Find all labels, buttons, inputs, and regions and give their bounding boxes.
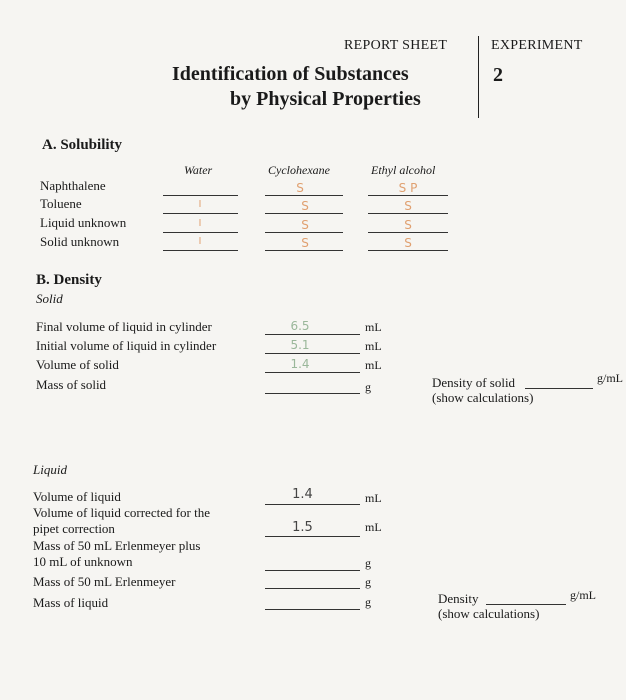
volume-liquid-unit: mL — [365, 491, 382, 505]
column-water: Water — [184, 163, 213, 177]
answer-liquid-ethyl: S — [404, 218, 412, 232]
initial-volume-label: Initial volume of liquid in cylinder — [36, 338, 217, 353]
answer-line — [163, 232, 238, 233]
mass-erlenmeyer-label: Mass of 50 mL Erlenmeyer — [33, 574, 176, 589]
liquid-subheading: Liquid — [33, 462, 67, 477]
row-label-liquid-unknown: Liquid unknown — [40, 215, 127, 230]
answer-line — [265, 250, 343, 251]
volume-corrected-label-line2: pipet correction — [33, 521, 115, 536]
volume-solid-label: Volume of solid — [36, 357, 119, 372]
mass-erlenmeyer-unit: g — [365, 575, 371, 589]
answer-line — [265, 195, 343, 196]
volume-solid-unit: mL — [365, 358, 382, 372]
answer-line — [265, 372, 360, 373]
column-ethyl-alcohol: Ethyl alcohol — [371, 163, 436, 177]
answer-solid-cyclohexane: S — [301, 236, 309, 250]
answer-line — [486, 604, 566, 605]
answer-line — [368, 232, 448, 233]
experiment-number: 2 — [493, 64, 503, 86]
answer-toluene-cyclohexane: S — [301, 199, 309, 213]
answer-line — [265, 393, 360, 394]
answer-line — [368, 250, 448, 251]
mass-erlenmeyer-plus-label-line1: Mass of 50 mL Erlenmeyer plus — [33, 538, 201, 553]
answer-line — [265, 232, 343, 233]
row-label-naphthalene: Naphthalene — [40, 178, 106, 193]
answer-line — [525, 388, 593, 389]
density-solid-label: Density of solid — [432, 375, 516, 390]
header-divider — [478, 36, 479, 118]
solid-subheading: Solid — [36, 291, 63, 306]
answer-line — [368, 195, 448, 196]
page-title-line2: by Physical Properties — [230, 88, 421, 110]
answer-toluene-ethyl: S — [404, 199, 412, 213]
answer-line — [163, 213, 238, 214]
mass-erlenmeyer-plus-label-line2: 10 mL of unknown — [33, 554, 133, 569]
answer-liquid-cyclohexane: S — [301, 218, 309, 232]
page-title-line1: Identification of Substances — [172, 63, 409, 85]
mass-erlenmeyer-plus-unit: g — [365, 556, 371, 570]
show-calculations-note: (show calculations) — [432, 390, 534, 405]
row-label-toluene: Toluene — [40, 196, 82, 211]
answer-line — [265, 609, 360, 610]
density-solid-unit: g/mL — [597, 371, 623, 385]
volume-corrected-unit: mL — [365, 520, 382, 534]
answer-naphthalene-ethyl: S P — [398, 181, 418, 195]
answer-line — [265, 504, 360, 505]
report-sheet-label: REPORT SHEET — [344, 38, 448, 53]
answer-line — [265, 334, 360, 335]
column-cyclohexane: Cyclohexane — [268, 163, 330, 177]
mass-liquid-label: Mass of liquid — [33, 595, 109, 610]
density-heading: B. Density — [36, 272, 102, 288]
final-volume-value: 6.5 — [290, 319, 310, 333]
initial-volume-value: 5.1 — [290, 338, 310, 352]
answer-line — [265, 588, 360, 589]
answer-line — [163, 195, 238, 196]
answer-line — [265, 570, 360, 571]
volume-corrected-label-line1: Volume of liquid corrected for the — [33, 505, 211, 520]
solubility-heading: A. Solubility — [42, 137, 123, 153]
answer-naphthalene-cyclohexane: S — [296, 181, 304, 195]
density-unit: g/mL — [570, 588, 596, 602]
volume-liquid-label: Volume of liquid — [33, 489, 121, 504]
initial-volume-unit: mL — [365, 339, 382, 353]
answer-line — [265, 213, 343, 214]
answer-line — [368, 213, 448, 214]
mass-liquid-unit: g — [365, 595, 371, 609]
answer-liquid-water: I — [198, 218, 202, 229]
answer-solid-water: I — [198, 236, 202, 247]
answer-line — [163, 250, 238, 251]
mass-solid-label: Mass of solid — [36, 377, 107, 392]
density-label: Density — [438, 591, 479, 606]
volume-liquid-value: 1.4 — [292, 487, 313, 502]
mass-solid-unit: g — [365, 380, 371, 394]
final-volume-unit: mL — [365, 320, 382, 334]
answer-line — [265, 536, 360, 537]
answer-toluene-water: I — [198, 199, 202, 210]
answer-solid-ethyl: S — [404, 236, 412, 250]
final-volume-label: Final volume of liquid in cylinder — [36, 319, 212, 334]
volume-solid-value: 1.4 — [290, 357, 310, 371]
volume-corrected-value: 1.5 — [292, 520, 313, 535]
answer-line — [265, 353, 360, 354]
row-label-solid-unknown: Solid unknown — [40, 234, 120, 249]
experiment-label: EXPERIMENT — [491, 38, 583, 53]
show-calculations-note-liquid: (show calculations) — [438, 606, 540, 621]
